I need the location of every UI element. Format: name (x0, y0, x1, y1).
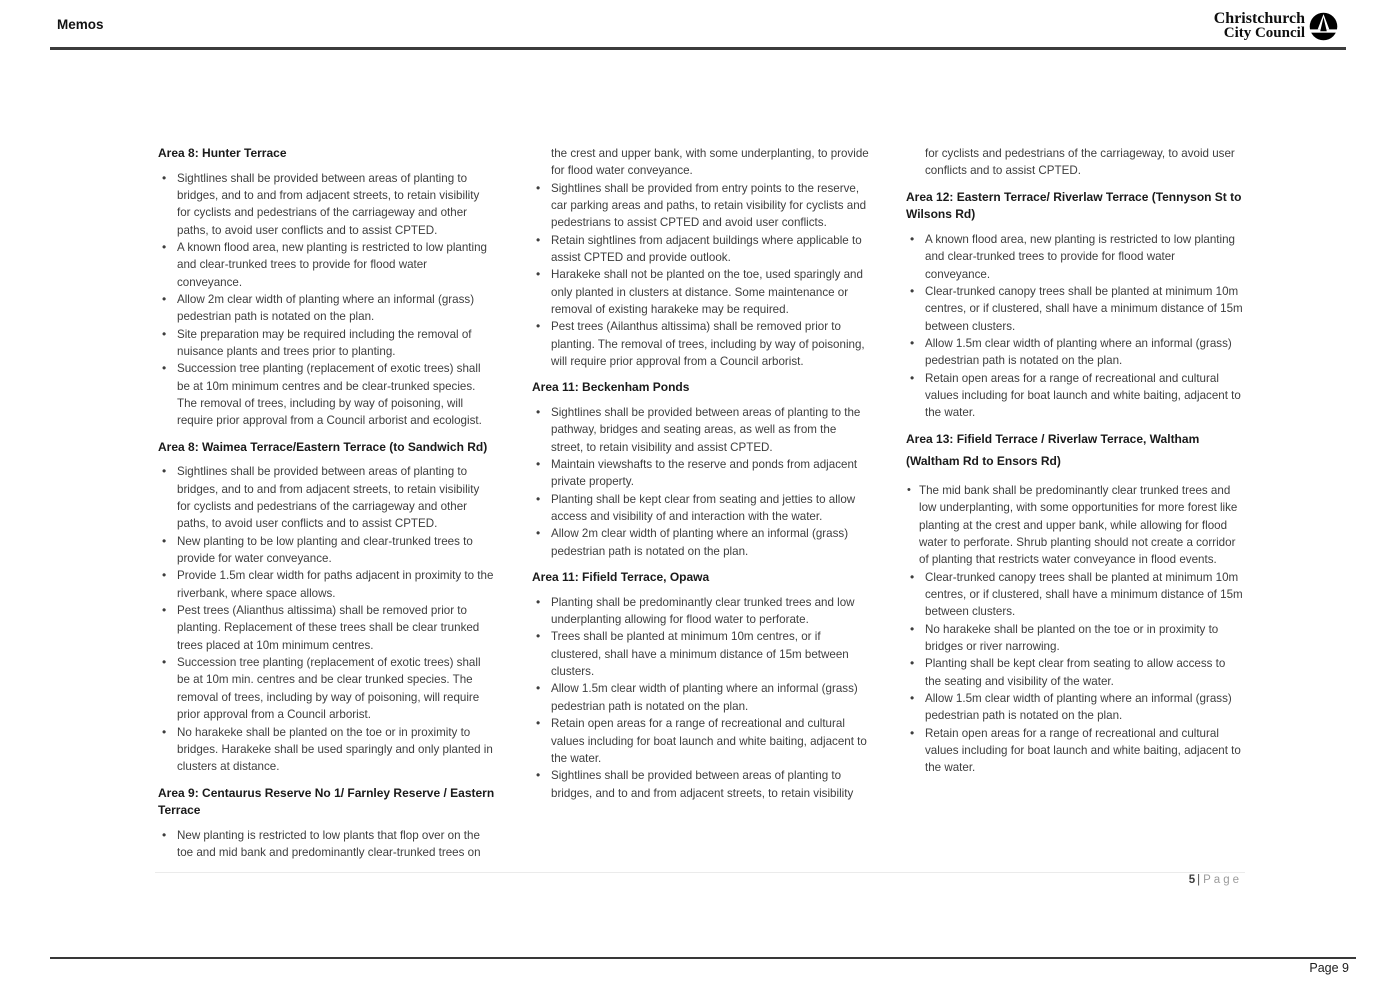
section-heading (158, 145, 495, 163)
section-heading-line: (Waltham Rd to Ensors Rd) (906, 454, 1061, 469)
memo-title: Memos (57, 17, 104, 32)
bullet-item: • Retain open areas for a range of recreational and cultural values including for boat launch and white baiting, adjacent to the water. (906, 725, 1243, 777)
section-heading (906, 431, 1243, 471)
council-logo-line1: Christchurch (1213, 10, 1305, 27)
bullet-item: • Allow 1.5m clear width of planting where an informal (grass) pedestrian path is notated on the plan. (532, 680, 869, 715)
section-heading (158, 439, 495, 457)
section-heading (906, 189, 1243, 224)
bullet-item: • Maintain viewshafts to the reserve and ponds from adjacent private property. (532, 456, 869, 491)
bullet-item: • No harakeke shall be planted on the toe or in proximity to bridges. Harakeke shall be used sparingly and only planted in clusters at distance. (158, 724, 495, 776)
bullet-list (906, 231, 1243, 422)
bullet-item: • Sightlines shall be provided between areas of planting to bridges, and to and from adjacent streets, to retain visibility for cyclists and pedestrians of the carriageway and other paths, to avoid user conflicts and to assist CPTED. (158, 170, 495, 239)
bullet-item: • Planting shall be predominantly clear trunked trees and low underplanting allowing for flood water to perforate. (532, 594, 869, 629)
bullet-item: • No harakeke shall be planted on the toe or in proximity to bridges or river narrowing. (906, 621, 1243, 656)
bullet-item: • Sightlines shall be provided between areas of planting to the pathway, bridges and seating areas, as well as from the street, to retain visibility and assist CPTED. (532, 404, 869, 456)
bullet-item: • New planting to be low planting and clear-trunked trees to provide for water conveyance. (158, 533, 495, 568)
bullet-list (158, 463, 495, 775)
bullet-item: • Retain open areas for a range of recreational and cultural values including for boat launch and white baiting, adjacent to the water. (906, 370, 1243, 422)
bullet-item: • Provide 1.5m clear width for paths adjacent in proximity to the riverbank, where space allows. (158, 567, 495, 602)
document-column-3 (906, 145, 1243, 861)
bullet-item: • Succession tree planting (replacement of exotic trees) shall be at 10m minimum centres and be clear-trunked species. The removal of trees, including by way of poisoning, will require prior approval from a Council arborist and ecologist. (158, 360, 495, 429)
bullet-item: • Clear-trunked canopy trees shall be planted at minimum 10m centres, or if clustered, shall have a minimum distance of 15m between clusters. (906, 569, 1243, 621)
council-logo-text (1214, 12, 1305, 41)
bullet-item: • Sightlines shall be provided between areas of planting to bridges, and to and from adjacent streets, to retain visibility (532, 767, 869, 802)
bullet-item: • Planting shall be kept clear from seating to allow access to the seating and visibility of the water. (906, 655, 1243, 690)
bullet-item: • Pest trees (Ailanthus altissima) shall be removed prior to planting. The removal of trees, including by way of poisoning, will require prior approval from a Council arborist. (532, 318, 869, 370)
page-cut-line (155, 872, 1245, 873)
bullet-item: • Allow 2m clear width of planting where an informal (grass) pedestrian path is notated on the plan. (158, 291, 495, 326)
bullet-item: • Trees shall be planted at minimum 10m centres, or if clustered, shall have a minimum distance of 15m between clusters. (532, 628, 869, 680)
bullet-item: • Allow 1.5m clear width of planting where an informal (grass) pedestrian path is notated on the plan. (906, 335, 1243, 370)
bullet-item: • Allow 1.5m clear width of planting where an informal (grass) pedestrian path is notated on the plan. (906, 690, 1243, 725)
bullet-item: • Pest trees (Alianthus altissima) shall be removed prior to planting. Replacement of these trees shall be clear trunked trees placed at 10m minimum centres. (158, 602, 495, 654)
section-heading-line: Area 11: Beckenham Ponds (532, 380, 690, 395)
section-heading-line: Area 9: Centaurus Reserve No 1/ Farnley Reserve / Eastern Terrace (158, 785, 495, 818)
document-page-word: Page (1203, 874, 1242, 886)
bullet-item: • Site preparation may be required including the removal of nuisance plants and trees prior to planting. (158, 326, 495, 361)
bullet-list (532, 180, 869, 371)
document-page-marker (1082, 874, 1242, 886)
bullet-item: • Harakeke shall not be planted on the toe, used sparingly and only planted in clusters at distance. Some maintenance or removal of existing harakeke may be required. (532, 266, 869, 318)
section-heading-line: Area 8: Waimea Terrace/Eastern Terrace (to Sandwich Rd) (158, 439, 488, 454)
section-heading (532, 569, 869, 587)
bullet-item: • Sightlines shall be provided from entry points to the reserve, car parking areas and paths, to retain visibility for cyclists and pedestrians to assist CPTED and avoid user conflicts. (532, 180, 869, 232)
bullet-item: • Succession tree planting (replacement of exotic trees) shall be at 10m min. centres and be clear trunked species. The removal of trees, including by way of poisoning, will require prior approval from a Council arborist. (158, 654, 495, 723)
section-heading-line: Area 11: Fifield Terrace, Opawa (532, 570, 710, 585)
bullet-item: • Sightlines shall be provided between areas of planting to bridges, and to and from adjacent streets, to retain visibility for cyclists and pedestrians of the carriageway and other paths, to avoid user conflicts and to assist CPTED. (158, 463, 495, 532)
section-heading-line: Area 12: Eastern Terrace/ Riverlaw Terrace (Tennyson St to Wilsons Rd) (906, 189, 1242, 222)
document-page-separator: | (1197, 874, 1201, 886)
footer-rule (50, 957, 1356, 959)
bullet-list (532, 594, 869, 802)
section-heading (532, 379, 869, 397)
cathedral-emblem-icon (1309, 12, 1338, 41)
bullet-list (532, 404, 869, 560)
bullet-item: • Retain sightlines from adjacent buildings where applicable to assist CPTED and provide outlook. (532, 232, 869, 267)
document-columns (158, 145, 1244, 861)
bullet-list (906, 482, 1243, 777)
council-logo (1214, 12, 1338, 41)
continuation-text: for cyclists and pedestrians of the carriageway, to avoid user conflicts and to assist CPTED. (925, 147, 1235, 178)
bullet-list (158, 170, 495, 430)
bullet-item: • New planting is restricted to low plants that flop over on the toe and mid bank and predominantly clear-trunked trees on (158, 827, 495, 862)
bullet-item: • A known flood area, new planting is restricted to low planting and clear-trunked trees to provide for flood water conveyance. (906, 231, 1243, 283)
section-heading (158, 785, 495, 820)
bullet-item: • A known flood area, new planting is restricted to low planting and clear-trunked trees to provide for flood water conveyance. (158, 239, 495, 291)
bullet-list (158, 827, 495, 862)
document-column-1 (158, 145, 495, 861)
bullet-item: • Retain open areas for a range of recreational and cultural values including for boat launch and white baiting, adjacent to the water. (532, 715, 869, 767)
document-page-number: 5 (1188, 874, 1196, 886)
section-heading-line: Area 8: Hunter Terrace (158, 146, 287, 160)
section-heading-line: Area 13: Fifield Terrace / Riverlaw Terrace, Waltham (906, 431, 1200, 446)
header-rule (50, 47, 1346, 50)
footer-page-label: Page 9 (1309, 961, 1349, 975)
continuation-text: the crest and upper bank, with some underplanting, to provide for flood water conveyance. (551, 147, 869, 178)
document-column-2 (532, 145, 869, 861)
bullet-item: • Planting shall be kept clear from seating and jetties to allow access and visibility of and interaction with the water. (532, 491, 869, 526)
bullet-item: • The mid bank shall be predominantly clear trunked trees and low underplanting, with some opportunities for more forest like planting at the crest and upper bank, while allowing for flood water to perforate. Shrub planting should not create a corridor of planting that restricts water conveyance in flood events. (906, 482, 1243, 569)
bullet-item: • Allow 2m clear width of planting where an informal (grass) pedestrian path is notated on the plan. (532, 525, 869, 560)
bullet-item: • Clear-trunked canopy trees shall be planted at minimum 10m centres, or if clustered, shall have a minimum distance of 15m between clusters. (906, 283, 1243, 335)
council-logo-line2: City Council (1223, 25, 1305, 41)
